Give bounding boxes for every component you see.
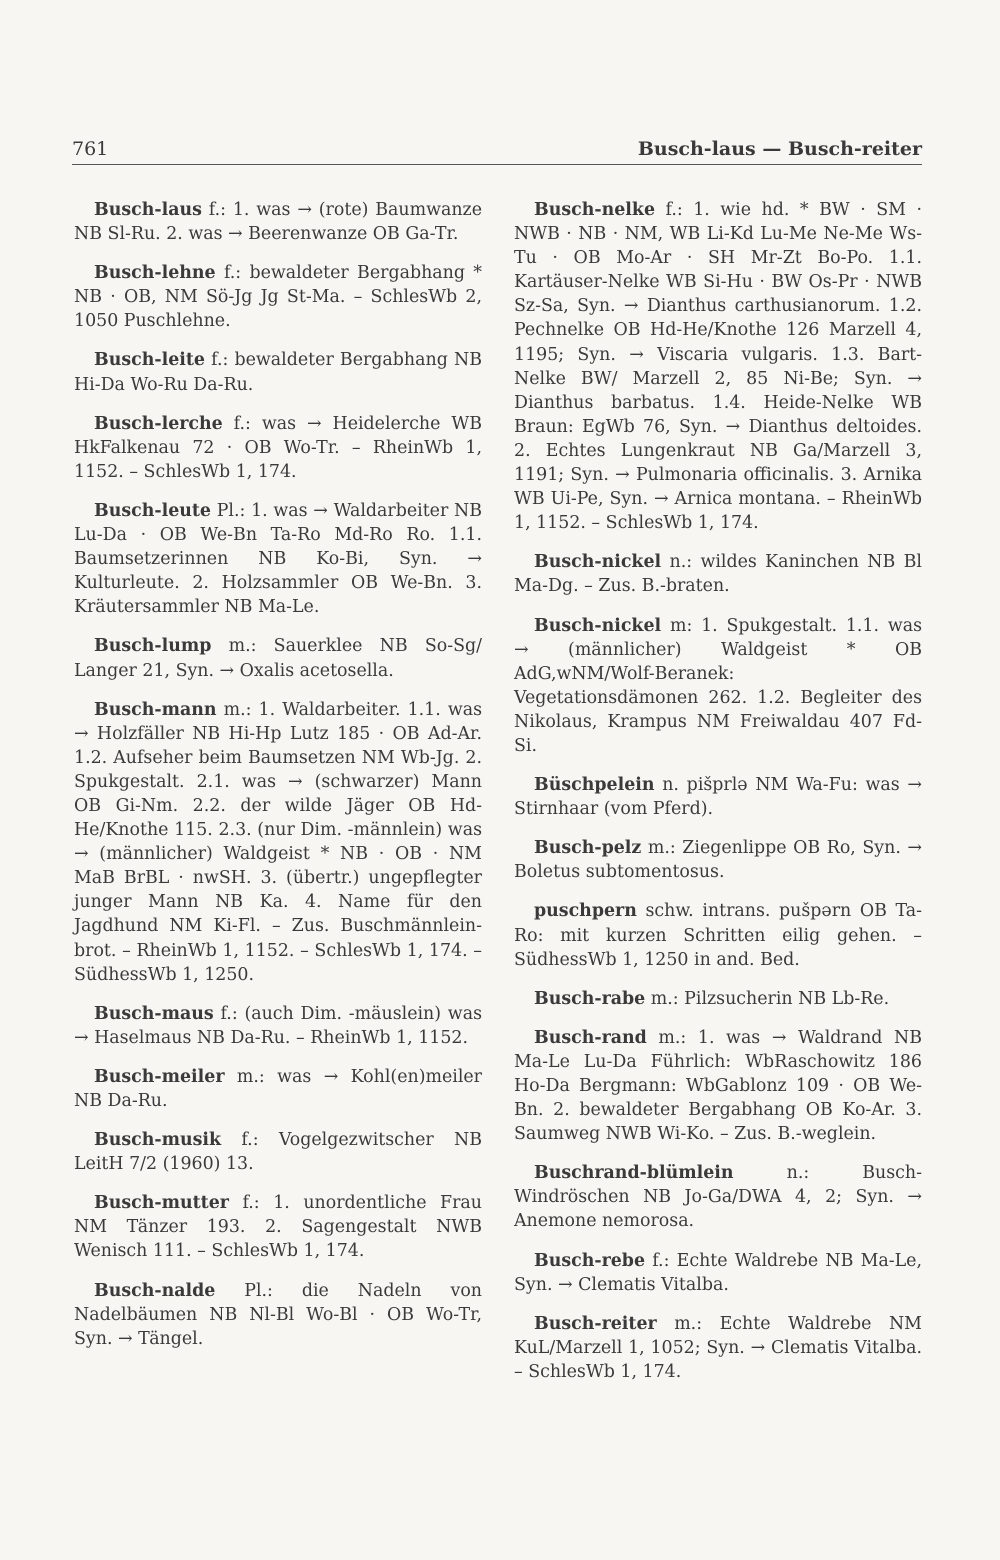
dictionary-entry (74, 499, 482, 619)
entry-lemma: Busch-rebe (534, 1250, 646, 1271)
running-head: Busch-laus — Busch-reiter (637, 138, 922, 160)
entry-text: Pl.: die Nadeln von Nadelbäumen NB Nl-Bl Wo-Bl · OB Wo-Tr, Syn. → Tängel. (74, 1280, 482, 1349)
entry-lemma: Busch-leite (94, 350, 205, 371)
entry-text: f.: Echte Waldrebe NB Ma-Le, Syn. → Clematis Vitalba. (514, 1250, 922, 1295)
dictionary-entry (74, 1279, 482, 1351)
entry-text: m.: Ziegenlippe OB Ro, Syn. → Boletus subtomentosus. (514, 838, 922, 883)
entry-lemma: Busch-maus (94, 1003, 214, 1024)
dictionary-entry (514, 1312, 922, 1384)
entry-lemma: Busch-nickel (534, 552, 662, 573)
entry-lemma: Busch-meiler (94, 1066, 225, 1087)
entry-text: n. pišprlə NM Wa-Fu: was → Stirnhaar (vom Pferd). (514, 775, 922, 820)
entry-text: schw. intrans. pušpərn OB Ta-Ro: mit kurzen Schritten eilig gehen. – SüdhessWb 1, 1250 in and. Bed. (514, 901, 922, 970)
dictionary-entry (74, 1191, 482, 1263)
entry-text: m.: Sauerklee NB So-Sg/ Langer 21, Syn. → Oxalis acetosella. (74, 636, 482, 681)
entry-lemma: Busch-nickel (534, 615, 662, 636)
dictionary-entry (74, 1002, 482, 1050)
dictionary-entry (514, 614, 922, 759)
left-column (74, 198, 482, 1366)
entry-lemma: Busch-musik (94, 1130, 222, 1151)
dictionary-entry (74, 261, 482, 333)
entry-text: f.: 1. was → (rote) Baumwanze NB Sl-Ru. 2. was → Beerenwanze OB Ga-Tr. (74, 200, 482, 245)
dictionary-entry (74, 198, 482, 246)
page-number: 761 (72, 138, 109, 160)
entry-lemma: Busch-lehne (94, 263, 216, 284)
dictionary-entry (514, 198, 922, 535)
entry-text: m.: Pilzsucherin NB Lb-Re. (645, 988, 890, 1009)
entry-lemma: Busch-mutter (94, 1193, 229, 1214)
entry-lemma: Busch-lerche (94, 413, 223, 434)
entry-lemma: Busch-mann (94, 699, 217, 720)
entry-text: n.: Busch-Windröschen NB Jo-Ga/DWA 4, 2; Syn. → Anemone nemorosa. (514, 1163, 922, 1232)
page-header (72, 134, 922, 165)
dictionary-entry (514, 1161, 922, 1233)
dictionary-entry (514, 987, 922, 1011)
dictionary-entry (74, 1065, 482, 1113)
entry-text: f.: 1. unordentliche Frau NM Tänzer 193. 2. Sagengestalt NWB Wenisch 111. – SchlesWb 1, 174. (74, 1193, 482, 1262)
entry-lemma: Busch-reiter (534, 1313, 657, 1334)
dictionary-entry (514, 550, 922, 598)
dictionary-entry (514, 1026, 922, 1146)
entry-lemma: Busch-leute (94, 500, 211, 521)
entry-text: f.: Vogelgezwitscher NB LeitH 7/2 (1960) 13. (74, 1130, 482, 1175)
entry-lemma: Büschpelein (534, 775, 655, 796)
entry-text: f.: 1. wie hd. * BW · SM · NWB · NB · NM, WB Li-Kd Lu-Me Ne-Me Ws-Tu · OB Mo-Ar · SH Mr-Zt Bo-Po. 1.1. Kartäuser-Nelke WB Si-Hu · BW Os-Pr · NWB Sz-Sa, Syn. → Dianthus carthusianorum. 1.2. Pechnelke OB Hd-He/Knothe 126 Marzell 4, 1195; Syn. → Viscaria vulgaris. 1.3. Bart-Nelke BW/ Marzell 2, 85 Ni-Be; Syn. → Dianthus barbatus. 1.4. Heide-Nelke WB Braun: EgWb 76, Syn. → Dianthus deltoides. 2. Echtes Lungenkraut NB Ga/Marzell 3, 1191; Syn. → Pulmonaria officinalis. 3. Arnika WB Ui-Pe, Syn. → Arnica montana. – RheinWb 1, 1152. – SchlesWb 1, 174. (514, 200, 922, 534)
entry-text: m.: 1. Waldarbeiter. 1.1. was → Holzfäller NB Hi-Hp Lutz 185 · OB Ad-Ar. 1.2. Aufseher beim Baumsetzen NM Wb-Jg. 2. Spukgestalt. 2.1. was → (schwarzer) Mann OB Gi-Nm. 2.2. der wilde Jäger OB Hd-He/Knothe 115. 2.3. (nur Dim. -männlein) was → (männlicher) Waldgeist * NB · OB · NM MaB BrBL · nwSH. 3. (übertr.) ungepflegter junger Mann NB Ka. 4. Name für den Jagdhund NM Ki-Fl. – Zus. Buschmännlein-brot. – RheinWb 1, 1152. – SchlesWb 1, 174. – SüdhessWb 1, 1250. (74, 699, 482, 985)
dictionary-entry (74, 348, 482, 396)
entry-lemma: Busch-rabe (534, 988, 646, 1009)
dictionary-entry (74, 634, 482, 682)
entry-text: f.: bewaldeter Bergabhang NB Hi-Da Wo-Ru Da-Ru. (74, 350, 482, 395)
dictionary-entry (514, 836, 922, 884)
entry-lemma: Busch-lump (94, 636, 212, 657)
entry-lemma: Buschrand-blümlein (534, 1163, 734, 1184)
entry-text: f.: bewaldeter Bergabhang * NB · OB, NM Sö-Jg Jg St-Ma. – SchlesWb 2, 1050 Puschlehne. (74, 263, 482, 332)
dictionary-entry (514, 773, 922, 821)
entry-lemma: Busch-nalde (94, 1280, 216, 1301)
entry-text: f.: (auch Dim. -mäuslein) was → Haselmaus NB Da-Ru. – RheinWb 1, 1152. (74, 1003, 482, 1048)
entry-lemma: Busch-rand (534, 1027, 647, 1048)
entry-text: m.: 1. was → Waldrand NB Ma-Le Lu-Da Führlich: WbRaschowitz 186 Ho-Da Bergmann: WbGablonz 109 · OB We-Bn. 2. bewaldeter Bergabhang OB Ko-Ar. 3. Saumweg NWB Wi-Ko. – Zus. B.-weglein. (514, 1027, 922, 1145)
right-column (514, 198, 922, 1399)
entry-text: Pl.: 1. was → Waldarbeiter NB Lu-Da · OB We-Bn Ta-Ro Md-Ro Ro. 1.1. Baumsetzerinnen NB Ko-Bi, Syn. → Kulturleute. 2. Holzsammler OB We-Bn. 3. Kräutersammler NB Ma-Le. (74, 500, 482, 618)
entry-text: m.: Echte Waldrebe NM KuL/Marzell 1, 1052; Syn. → Clematis Vitalba. – SchlesWb 1, 174. (514, 1313, 922, 1382)
dictionary-entry (74, 412, 482, 484)
dictionary-entry (74, 1128, 482, 1176)
entry-lemma: Busch-pelz (534, 838, 642, 859)
entry-text: m: 1. Spukgestalt. 1.1. was → (männlicher) Waldgeist * OB AdG,wNM/Wolf-Beranek: Vegetationsdämonen 262. 1.2. Begleiter des Nikolaus, Krampus NM Freiwaldau 407 Fd-Si. (514, 615, 922, 756)
entry-lemma: Busch-nelke (534, 200, 656, 220)
dictionary-entry (514, 899, 922, 971)
entry-lemma: puschpern (534, 901, 637, 922)
entry-text: m.: was → Kohl(en)meiler NB Da-Ru. (74, 1066, 482, 1111)
entry-text: n.: wildes Kaninchen NB Bl Ma-Dg. – Zus. B.-braten. (514, 552, 922, 597)
entry-text: f.: was → Heidelerche WB HkFalkenau 72 · OB Wo-Tr. – RheinWb 1, 1152. – SchlesWb 1, 174. (74, 413, 482, 482)
dictionary-entry (74, 698, 482, 987)
entry-lemma: Busch-laus (94, 200, 202, 220)
dictionary-entry (514, 1249, 922, 1297)
